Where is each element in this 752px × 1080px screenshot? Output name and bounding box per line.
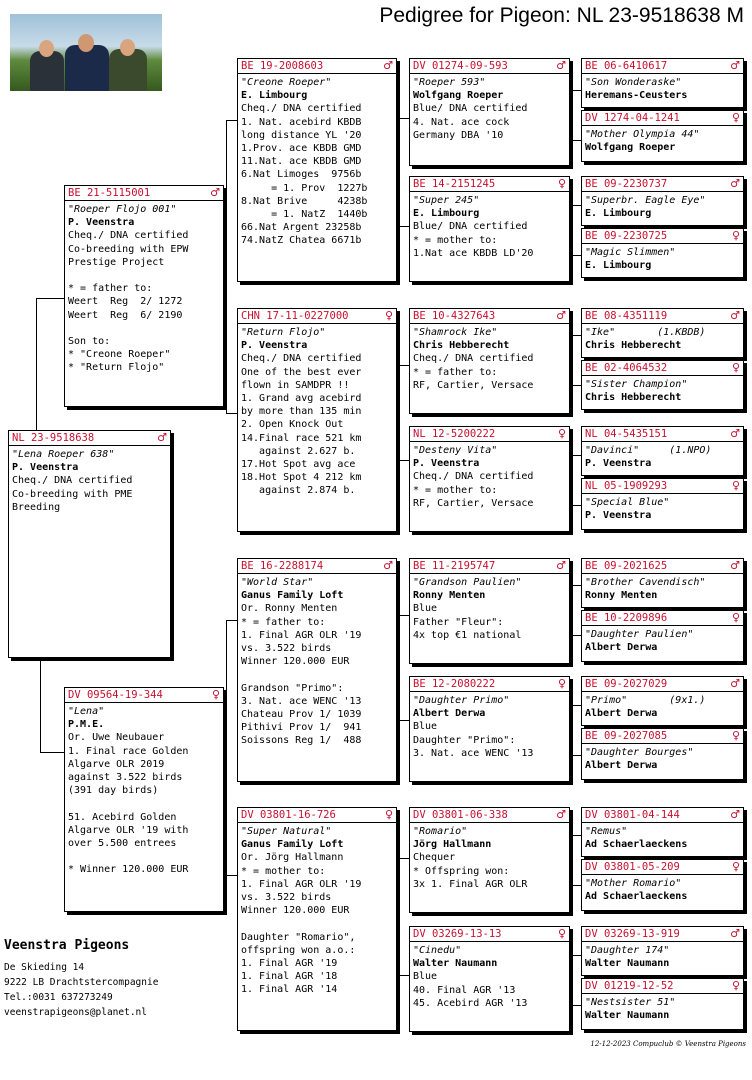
owner-name: Ronny Menten [413,590,486,602]
sex-icon: ♀ [557,177,566,190]
sex-icon: ♀ [384,808,393,821]
info-line: 2. Open Knock Out [241,419,344,431]
owner-name: Wolfgang Roeper [413,90,504,102]
ring-number: BE 12-2080222 [413,678,496,690]
sex-icon: ♀ [731,860,740,873]
pigeon-name: "Sister Champion" [585,379,688,390]
info-line: Soissons Reg 1/ 488 [241,735,362,747]
info-line: 51. Acebird Golden [68,811,177,823]
owner-name: Walter Naumann [585,958,670,970]
info-line: 40. Final AGR '13 [413,984,516,996]
info-line: against 3.522 birds [68,772,183,784]
info-line: * = mother to: [413,234,498,246]
pigeon-name: "Shamrock Ike" [413,327,498,338]
info-line: 1. Final AGR OLR '19 [241,878,362,890]
pigeon-name: "Grandson Paulien" [413,577,522,588]
info-line: Weert Reg 6/ 2190 [68,309,183,321]
card-header [410,559,569,574]
owner-name: P. Veenstra [241,340,308,352]
owner-name: Albert Derwa [585,760,658,772]
card-header [582,309,743,324]
owner-name: Ad Schaerlaeckens [585,839,688,851]
sex-icon: ♀ [557,677,566,690]
pigeon-name: "Daughter Primo" [413,695,510,706]
card-header [582,361,743,376]
pigeon-card-dam[interactable] [64,687,224,912]
ring-number: BE 02-4064532 [585,362,668,374]
pigeon-card-ssd[interactable] [409,176,570,282]
info-line: 3x 1. Final AGR OLR [413,878,528,890]
owner-name: Walter Naumann [413,958,498,970]
card-header [582,229,743,244]
sex-icon: ♂ [730,309,740,322]
sex-icon: ♀ [731,979,740,992]
sex-icon: ♂ [730,559,740,572]
info-line: 4. Nat. ace cock [413,116,510,128]
pigeon-name: "Brother Cavendisch" [585,577,706,588]
pigeon-name: "Daughter Paulien" [585,629,694,640]
ring-number: BE 09-2027085 [585,730,668,742]
pigeon-card-sire[interactable] [64,185,224,407]
info-line: vs. 3.522 birds [241,892,332,904]
sex-icon: ♂ [730,177,740,190]
info-line: Cheq./ DNA certified [413,471,534,483]
info-line: by more than 135 min [241,406,362,418]
ring-number: DV 01219-12-52 [585,980,674,992]
sex-icon: ♂ [730,427,740,440]
owner-name: E. Limbourg [413,208,480,220]
info-line: Cheq./ DNA certified [413,353,534,365]
sex-icon: ♂ [730,677,740,690]
ring-number: CHN 17-11-0227000 [241,310,349,322]
info-line: long distance YL '20 [241,129,362,141]
info-line: Blue [413,603,438,615]
ring-number: DV 03801-06-338 [413,809,508,821]
info-line: 1.Nat ace KBDB LD'20 [413,247,534,259]
owner-name: P.M.E. [68,719,105,731]
info-line: Prestige Project [68,256,165,268]
sex-icon: ♂ [730,808,740,821]
pigeon-card-g13[interactable] [581,807,744,857]
info-line: Blue/ DNA certified [413,103,528,115]
info-line [68,269,220,282]
info-line: * = father to: [68,283,153,295]
card-header [582,59,743,74]
info-line: against 2.627 b. [241,445,356,457]
sex-icon: ♂ [383,559,393,572]
pigeon-name: "Super Natural" [241,826,332,837]
page-title: Pedigree for Pigeon: NL 23-9518638 M [379,4,744,27]
card-header [410,309,569,324]
card-header [238,59,396,74]
footnote: 12-12-2023 Compuclub © Veenstra Pigeons [590,1040,746,1048]
info-line: 3. Nat. ace WENC '13 [413,747,534,759]
info-line: (391 day birds) [68,785,159,797]
info-line [241,917,393,930]
pigeon-card-dds[interactable] [409,807,570,913]
info-line: Daughter "Romario", [241,931,356,943]
ring-number: BE 06-6410617 [585,60,668,72]
pigeon-card-g2[interactable] [581,110,744,162]
info-line: 1. Final AGR OLR '19 [241,629,362,641]
card-header [582,479,743,494]
owner-name: E. Limbourg [585,208,652,220]
info-line: Blue/ DNA certified [413,221,528,233]
ring-number: DV 1274-04-1241 [585,112,680,124]
sex-icon: ♂ [730,59,740,72]
breeder-name: Veenstra Pigeons [4,938,130,953]
info-line: 1.Prov. ace KBDB GMD [241,143,362,155]
pigeon-card-dss[interactable] [409,558,570,664]
pigeon-card-ss[interactable] [237,58,397,282]
pigeon-name: "Primo" (9x1.) [585,695,706,706]
ring-number: BE 10-2209896 [585,612,668,624]
ring-number: BE 09-2027029 [585,678,668,690]
sex-icon: ♂ [157,431,167,444]
pigeon-name: "Roeper 593" [413,77,486,88]
info-line: Winner 120.000 EUR [241,905,350,917]
pigeon-card-g9[interactable] [581,558,744,608]
sex-icon: ♀ [557,927,566,940]
pigeon-card-g15[interactable] [581,926,744,976]
sex-icon: ♀ [211,688,220,701]
pigeon-card-g5[interactable] [581,308,744,358]
pigeon-name: "Return Flojo" [241,327,326,338]
info-line: Cheq./ DNA certified [241,353,362,365]
info-line: 1. Final AGR '18 [241,971,338,983]
info-line: * Winner 120.000 EUR [68,864,189,876]
card-header [410,59,569,74]
pigeon-name: "Mother Olympia 44" [585,129,700,140]
ring-number: DV 01274-09-593 [413,60,508,72]
card-header [238,309,396,324]
info-line: Weert Reg 2/ 1272 [68,296,183,308]
breeder-photo [10,14,162,91]
pigeon-card-g10[interactable] [581,610,744,662]
person-left [30,51,64,91]
ring-number: BE 14-2151245 [413,178,496,190]
info-line: Son to: [68,336,111,348]
info-line: Winner 120.000 EUR [241,656,350,668]
card-header [410,177,569,192]
info-line: Cheq./ DNA certified [12,475,133,487]
sex-icon: ♂ [383,59,393,72]
owner-name: Albert Derwa [585,708,658,720]
pigeon-card-ds[interactable] [237,558,397,782]
owner-name: Chris Hebberecht [585,340,682,352]
ring-number: BE 09-2021625 [585,560,668,572]
card-header [582,860,743,875]
info-line: * = mother to: [413,484,498,496]
info-line: Or. Ronny Menten [241,603,338,615]
info-line: 1. Final race Golden [68,745,189,757]
pigeon-card-g16[interactable] [581,978,744,1030]
info-line [68,850,220,863]
breeder-email[interactable]: veenstrapigeons@planet.nl [4,1007,147,1018]
info-line: = 1. Prov 1227b [241,182,368,194]
pigeon-card-g6[interactable] [581,360,744,410]
sex-icon: ♀ [731,229,740,242]
info-line: 1. Grand avg acebird [241,393,362,405]
sex-icon: ♂ [556,59,566,72]
owner-name: P. Veenstra [585,458,652,470]
breeder-address: De Skieding 14 [4,962,85,973]
info-line: 1. Final AGR '19 [241,958,338,970]
sex-icon: ♂ [556,559,566,572]
sex-icon: ♀ [731,111,740,124]
ring-number: DV 09564-19-344 [68,689,163,701]
pigeon-name: "Desteny Vita" [413,445,498,456]
sex-icon: ♀ [557,427,566,440]
pigeon-name: "Superbr. Eagle Eye" [585,195,706,206]
info-line: 14.Final race 521 km [241,432,362,444]
card-header [410,927,569,942]
sex-icon: ♀ [731,479,740,492]
info-line: * Offspring won: [413,865,510,877]
info-line: Grandson "Primo": [241,682,344,694]
ring-number: DV 03801-16-726 [241,809,336,821]
info-line: 11.Nat. ace KBDB GMD [241,156,362,168]
card-header [9,431,170,446]
owner-name: Ad Schaerlaeckens [585,891,688,903]
pigeon-card-g14[interactable] [581,859,744,911]
ring-number: BE 16-2288174 [241,560,324,572]
pigeon-name: "Daughter Bourges" [585,747,694,758]
info-line: offspring won a.o.: [241,944,356,956]
info-line: vs. 3.522 birds [241,643,332,655]
pigeon-name: "World Star" [241,577,314,588]
card-header [238,808,396,823]
info-line: against 2.874 b. [241,485,356,497]
ring-number: NL 04-5435151 [585,428,668,440]
info-line: Daughter "Primo": [413,734,516,746]
ring-number: BE 09-2230725 [585,230,668,242]
info-line: 66.Nat Argent 23258b [241,222,362,234]
ring-number: BE 08-4351119 [585,310,668,322]
card-header [582,677,743,692]
info-line: Germany DBA '10 [413,129,504,141]
info-line: Father "Fleur": [413,616,504,628]
pigeon-name: "Special Blue" [585,497,670,508]
breeder-city: 9222 LB Drachtstercompagnie [4,977,159,988]
breeder-phone: Tel.:0031 637273249 [4,992,113,1003]
ring-number: NL 12-5200222 [413,428,496,440]
sex-icon: ♂ [556,808,566,821]
card-header [582,729,743,744]
pigeon-card-g11[interactable] [581,676,744,726]
sex-icon: ♂ [556,309,566,322]
info-line: 17.Hot Spot avg ace [241,459,356,471]
owner-name: P. Veenstra [68,217,135,229]
info-line: * = father to: [413,366,498,378]
pigeon-card-g7[interactable] [581,426,744,476]
pigeon-card-g3[interactable] [581,176,744,226]
ring-number: DV 03801-04-144 [585,809,680,821]
info-line: Co-breeding with PME [12,488,133,500]
info-line: * = father to: [241,616,326,628]
owner-name: Chris Hebberecht [585,392,682,404]
owner-name: Chris Hebberecht [413,340,510,352]
pigeon-name: "Davinci" (1.NPO) [585,445,712,456]
card-header [582,559,743,574]
ring-number: BE 10-4327643 [413,310,496,322]
card-header [410,808,569,823]
owner-name: Ronny Menten [585,590,658,602]
ring-number: DV 03801-05-209 [585,861,680,873]
ring-number: DV 03269-13-13 [413,928,502,940]
info-line: RF, Cartier, Versace [413,497,534,509]
pigeon-card-main[interactable] [8,430,171,658]
ring-number: DV 03269-13-919 [585,928,680,940]
pigeon-name: "Mother Romario" [585,878,682,889]
info-line: Cheq./ DNA certified [68,230,189,242]
card-header [582,927,743,942]
pigeon-card-g1[interactable] [581,58,744,108]
info-line: One of the best ever [241,366,362,378]
info-line: * "Return Flojo" [68,362,165,374]
ring-number: BE 11-2195747 [413,560,496,572]
owner-name: Albert Derwa [585,642,658,654]
info-line: RF, Cartier, Versace [413,379,534,391]
info-line [68,322,220,335]
pigeon-card-sd[interactable] [237,308,397,532]
owner-name: Ganus Family Loft [241,590,344,602]
owner-name: Walter Naumann [585,1010,670,1022]
pigeon-name: "Romario" [413,826,468,837]
card-header [65,688,223,703]
pigeon-name: "Lena" [68,706,105,717]
card-header [410,427,569,442]
pigeon-name: "Lena Roeper 638" [12,449,115,460]
info-line: over 5.500 entrees [68,838,177,850]
card-header [238,559,396,574]
card-header [582,611,743,626]
ring-number: BE 09-2230737 [585,178,668,190]
card-header [582,979,743,994]
info-line: Algarve OLR 2019 [68,758,165,770]
info-line: * = mother to: [241,865,326,877]
owner-name: E. Limbourg [585,260,652,272]
info-line: Co-breeding with EPW [68,243,189,255]
info-line: Or. Uwe Neubauer [68,732,165,744]
card-header [582,808,743,823]
pigeon-name: "Daughter 174" [585,945,670,956]
pigeon-name: "Ike" (1.KBDB) [585,327,706,338]
sex-icon: ♀ [384,309,393,322]
info-line: Pithivi Prov 1/ 941 [241,722,362,734]
owner-name: P. Veenstra [12,462,79,474]
pigeon-name: "Creone Roeper" [241,77,332,88]
ring-number: BE 19-2008603 [241,60,324,72]
ring-number: BE 21-5115001 [68,187,151,199]
sex-icon: ♀ [731,611,740,624]
sex-icon: ♀ [731,729,740,742]
owner-name: P. Veenstra [413,458,480,470]
info-line: * "Creone Roeper" [68,349,171,361]
info-line: 18.Hot Spot 4 212 km [241,472,362,484]
info-line: 8.Nat Brive 4238b [241,195,368,207]
info-line: 74.NatZ Chatea 6671b [241,235,362,247]
pigeon-card-g8[interactable] [581,478,744,530]
pigeon-card-sds[interactable] [409,308,570,414]
owner-name: Heremans-Ceusters [585,90,688,102]
pigeon-name: "Super 245" [413,195,480,206]
sex-icon: ♀ [731,361,740,374]
sex-icon: ♂ [210,186,220,199]
pigeon-name: "Roeper Flojo 001" [68,204,177,215]
info-line: 4x top €1 national [413,629,522,641]
pigeon-card-g12[interactable] [581,728,744,780]
pigeon-name: "Cinedu" [413,945,462,956]
pigeon-card-sdd[interactable] [409,426,570,532]
owner-name: Wolfgang Roeper [585,142,676,154]
info-line: 3. Nat. ace WENC '13 [241,695,362,707]
info-line: flown in SAMDPR !! [241,379,350,391]
card-header [582,177,743,192]
info-line: 45. Acebird AGR '13 [413,997,528,1009]
card-header [410,677,569,692]
ring-number: NL 05-1909293 [585,480,668,492]
info-line: Chequer [413,852,456,864]
info-line: Or. Jörg Hallmann [241,852,344,864]
info-line: = 1. NatZ 1440b [241,209,368,221]
owner-name: E. Limbourg [241,90,308,102]
card-header [65,186,223,201]
pigeon-card-dd[interactable] [237,807,397,1031]
info-line: Chateau Prov 1/ 1039 [241,709,362,721]
info-line: 6.Nat Limoges 9756b [241,169,362,181]
info-line: 1. Final AGR '14 [241,984,338,996]
info-line [241,668,393,681]
pigeon-name: "Remus" [585,826,628,837]
info-line: Blue [413,721,438,733]
sex-icon: ♂ [730,927,740,940]
info-line [68,797,220,810]
owner-name: Albert Derwa [413,708,486,720]
owner-name: Ganus Family Loft [241,839,344,851]
info-line: Algarve OLR '19 with [68,824,189,836]
info-line: Cheq./ DNA certified [241,103,362,115]
owner-name: Jörg Hallmann [413,839,492,851]
pigeon-card-dsd[interactable] [409,676,570,782]
pigeon-name: "Nestsister 51" [585,997,676,1008]
pigeon-card-sss[interactable] [409,58,570,166]
info-line: Blue [413,971,438,983]
info-line: 1. Nat. acebird KBDB [241,116,362,128]
card-header [582,427,743,442]
ring-number: NL 23-9518638 [12,432,95,444]
owner-name: P. Veenstra [585,510,652,522]
pigeon-name: "Magic Slimmen" [585,247,676,258]
card-header [582,111,743,126]
pigeon-card-g4[interactable] [581,228,744,278]
pigeon-name: "Son Wonderaske" [585,77,682,88]
pigeon-card-ddd[interactable] [409,926,570,1032]
info-line: Breeding [12,501,61,513]
